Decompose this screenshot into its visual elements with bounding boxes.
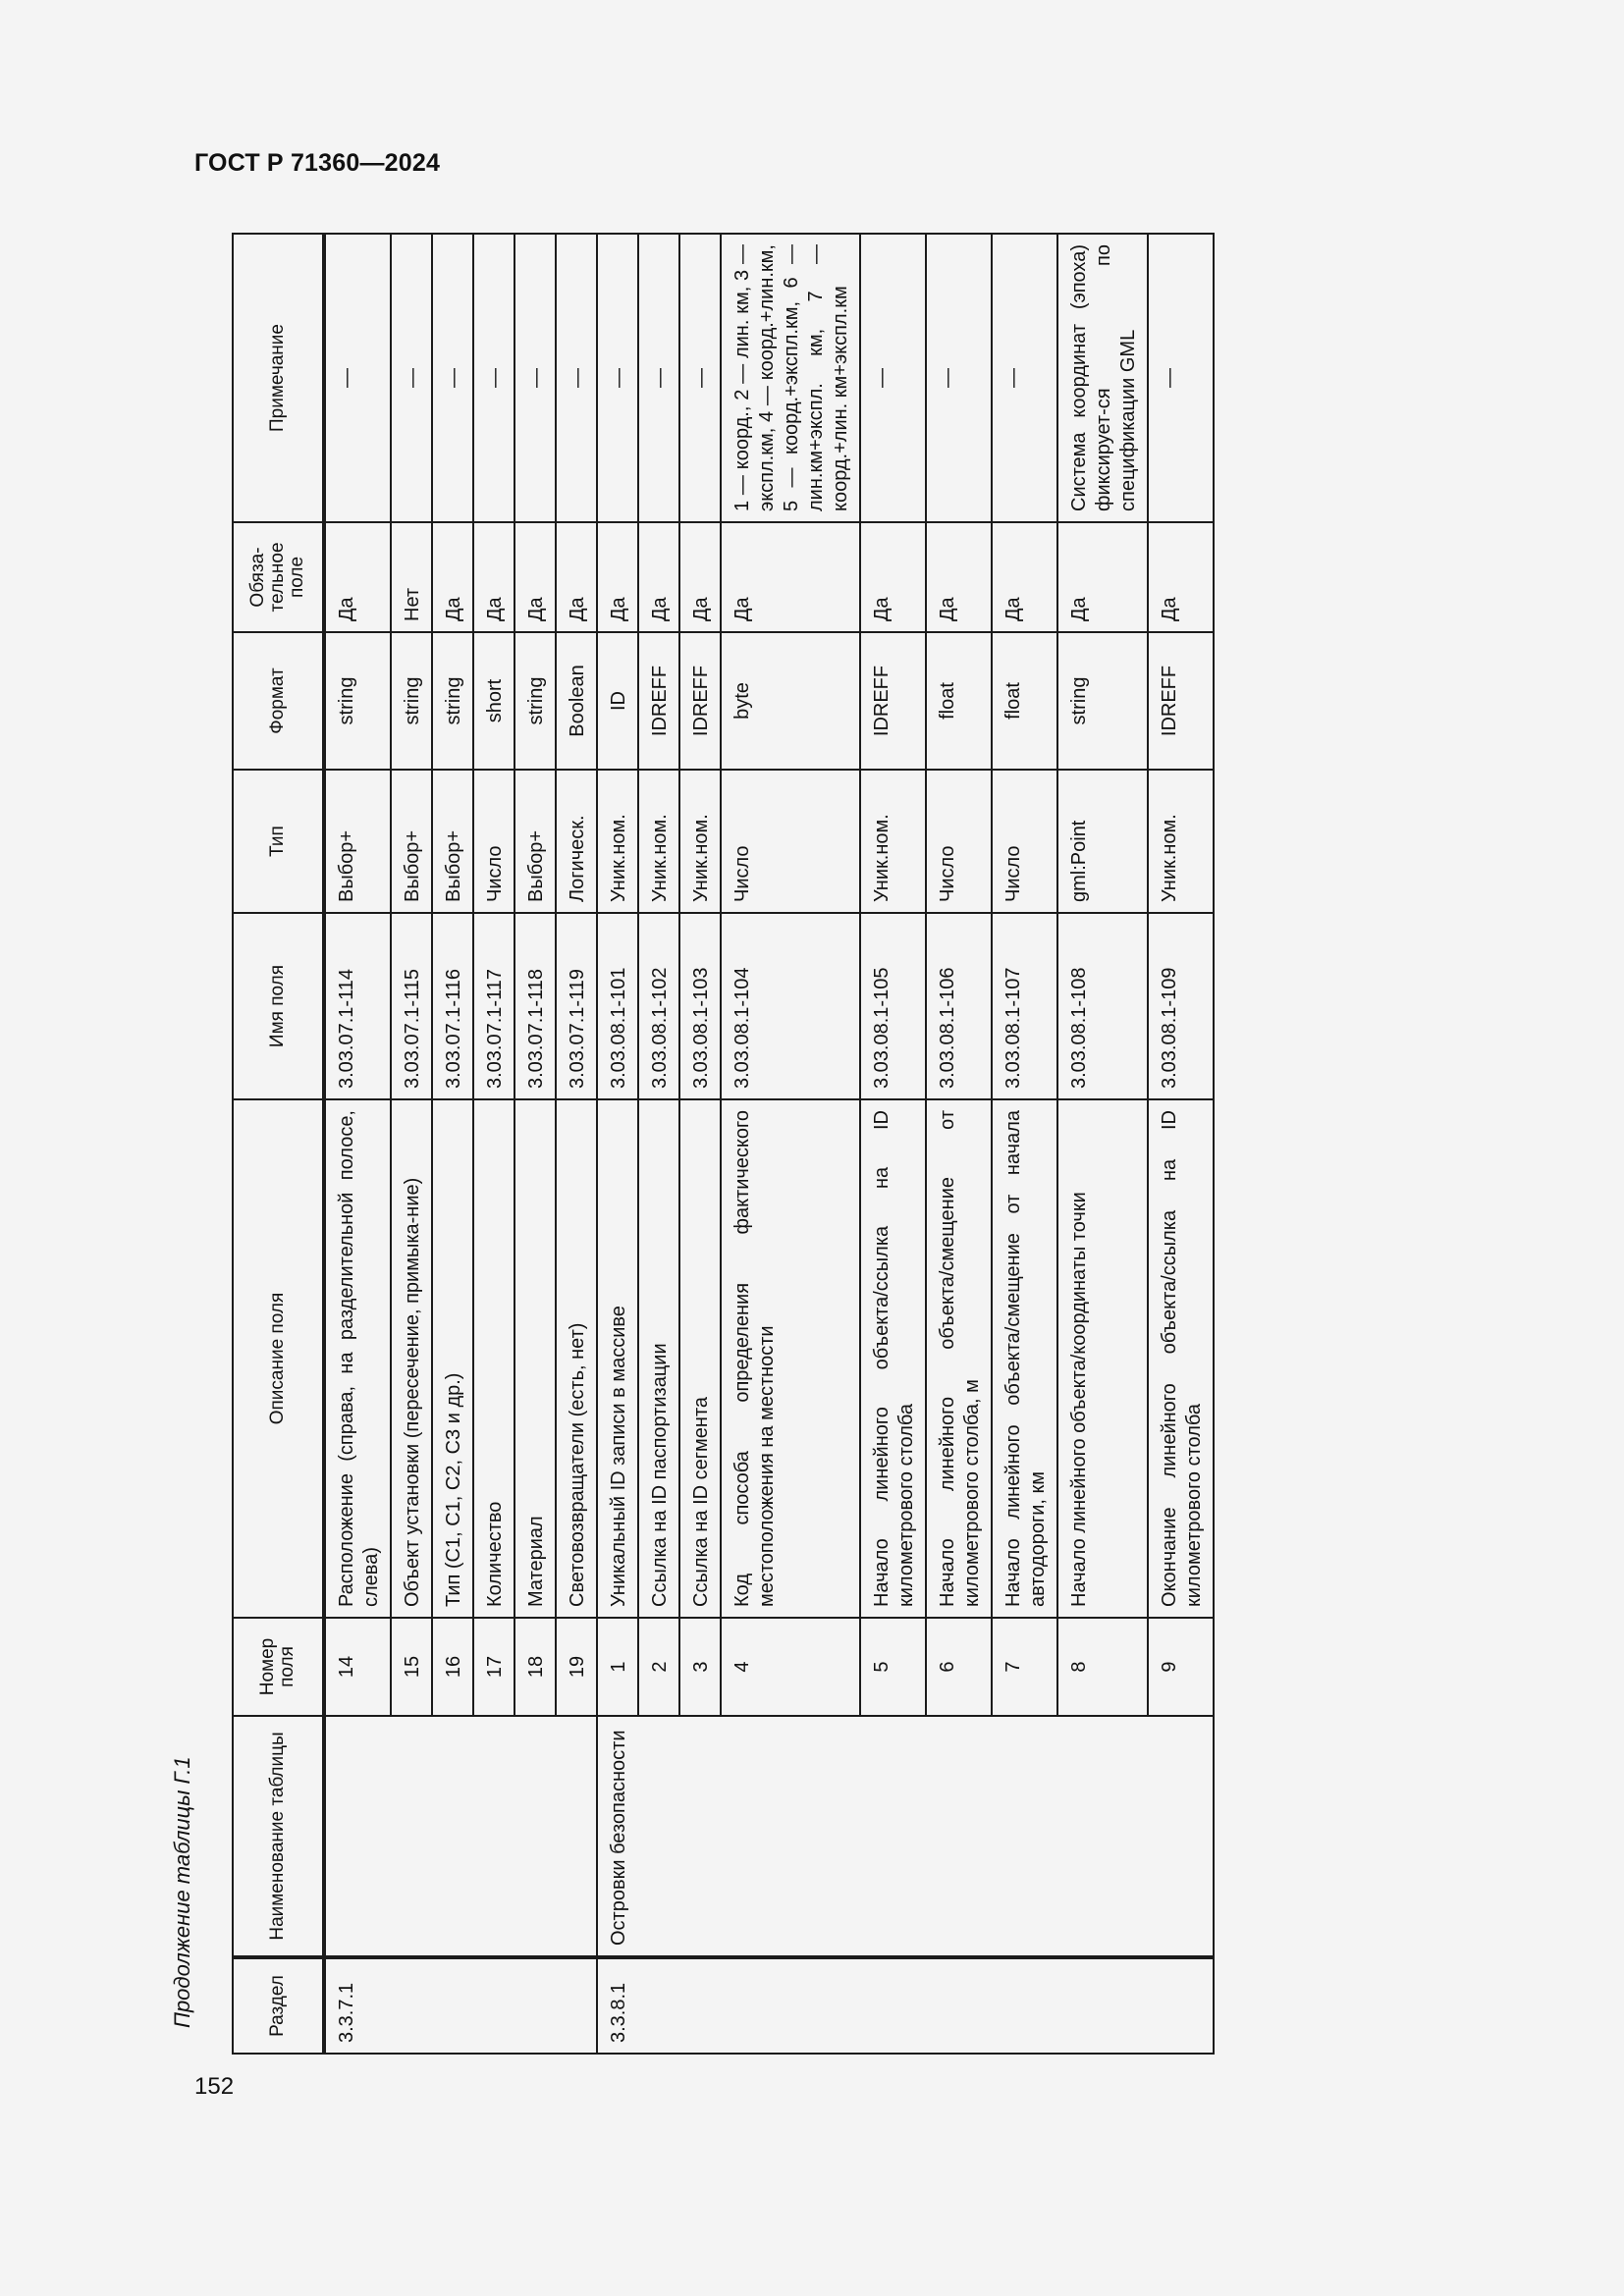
type-cell: Уник.ном. — [679, 770, 721, 913]
mandatory-cell: Да — [860, 522, 926, 632]
field-name-cell: 3.03.08.1-105 — [860, 913, 926, 1099]
field-name-cell: 3.03.07.1-119 — [556, 913, 597, 1099]
field-number-cell: 19 — [556, 1618, 597, 1716]
format-cell: string — [391, 632, 432, 770]
field-number-cell: 3 — [679, 1618, 721, 1716]
format-cell: IDREFF — [679, 632, 721, 770]
note-cell: — — [926, 234, 992, 522]
field-number-cell: 4 — [721, 1618, 860, 1716]
description-cell: Начало линейного объекта/смещение от начала автодороги, км — [992, 1099, 1057, 1618]
section-cell: 3.3.8.1 — [597, 1957, 1214, 2054]
field-name-cell: 3.03.07.1-116 — [432, 913, 473, 1099]
field-number-cell: 15 — [391, 1618, 432, 1716]
note-cell: 1 — коорд., 2 — лин. км, 3 — экспл.км, 4 — коорд.+лин.км, 5 — коорд.+экспл.км, 6 — лин.км+экспл. км, 7 — коорд.+лин. км+экспл.км — [721, 234, 860, 522]
note-cell: — — [556, 234, 597, 522]
field-number-cell: 7 — [992, 1618, 1057, 1716]
field-name-cell: 3.03.08.1-106 — [926, 913, 992, 1099]
type-cell: Выбор+ — [432, 770, 473, 913]
note-cell: — — [432, 234, 473, 522]
type-cell: Уник.ном. — [638, 770, 679, 913]
field-name-cell: 3.03.08.1-101 — [597, 913, 638, 1099]
note-cell: — — [597, 234, 638, 522]
format-cell: ID — [597, 632, 638, 770]
table-g1 — [232, 233, 1215, 2055]
field-number-cell: 16 — [432, 1618, 473, 1716]
format-cell: byte — [721, 632, 860, 770]
note-cell: — — [473, 234, 514, 522]
description-cell: Начало линейного объекта/координаты точки — [1057, 1099, 1148, 1618]
type-cell: Число — [721, 770, 860, 913]
field-number-cell: 9 — [1148, 1618, 1214, 1716]
note-cell: — — [860, 234, 926, 522]
type-cell: Выбор+ — [391, 770, 432, 913]
mandatory-cell: Да — [473, 522, 514, 632]
field-number-cell: 18 — [514, 1618, 556, 1716]
header-type: Тип — [233, 770, 324, 913]
note-cell: — — [679, 234, 721, 522]
table-header-row — [233, 234, 324, 2054]
type-cell: Логическ. — [556, 770, 597, 913]
format-cell: string — [324, 632, 391, 770]
field-number-cell: 6 — [926, 1618, 992, 1716]
document-header: ГОСТ Р 71360—2024 — [194, 149, 441, 177]
format-cell: string — [514, 632, 556, 770]
format-cell: float — [992, 632, 1057, 770]
field-name-cell: 3.03.08.1-107 — [992, 913, 1057, 1099]
field-name-cell: 3.03.08.1-104 — [721, 913, 860, 1099]
type-cell: Число — [992, 770, 1057, 913]
description-cell: Тип (С1, С1, С2, С3 и др.) — [432, 1099, 473, 1618]
field-name-cell: 3.03.08.1-103 — [679, 913, 721, 1099]
table-row — [597, 234, 638, 2054]
description-cell: Начало линейного объекта/смещение от километрового столба, м — [926, 1099, 992, 1618]
mandatory-cell: Да — [597, 522, 638, 632]
header-format: Формат — [233, 632, 324, 770]
field-number-cell: 1 — [597, 1618, 638, 1716]
description-cell: Расположение (справа, на разделительной полосе, слева) — [324, 1099, 391, 1618]
description-cell: Ссылка на ID паспортизации — [638, 1099, 679, 1618]
format-cell: string — [432, 632, 473, 770]
description-cell: Начало линейного объекта/ссылка на ID километрового столба — [860, 1099, 926, 1618]
format-cell: IDREFF — [860, 632, 926, 770]
mandatory-cell: Да — [679, 522, 721, 632]
description-cell: Окончание линейного объекта/ссылка на ID километрового столба — [1148, 1099, 1214, 1618]
field-name-cell: 3.03.08.1-108 — [1057, 913, 1148, 1099]
format-cell: float — [926, 632, 992, 770]
type-cell: Число — [473, 770, 514, 913]
field-number-cell: 14 — [324, 1618, 391, 1716]
mandatory-cell: Да — [992, 522, 1057, 632]
mandatory-cell: Да — [1057, 522, 1148, 632]
mandatory-cell: Да — [514, 522, 556, 632]
header-mandatory: Обяза-тельное поле — [233, 522, 324, 632]
type-cell: Уник.ном. — [1148, 770, 1214, 913]
section-cell: 3.3.7.1 — [324, 1957, 597, 2054]
mandatory-cell: Да — [1148, 522, 1214, 632]
header-field-number: Номер поля — [233, 1618, 324, 1716]
description-cell: Ссылка на ID сегмента — [679, 1099, 721, 1618]
description-cell: Уникальный ID записи в массиве — [597, 1099, 638, 1618]
format-cell: short — [473, 632, 514, 770]
note-cell: — — [514, 234, 556, 522]
type-cell: Выбор+ — [324, 770, 391, 913]
table-name-cell: Островки безопасности — [597, 1716, 1214, 1957]
mandatory-cell: Да — [638, 522, 679, 632]
type-cell: Уник.ном. — [860, 770, 926, 913]
format-cell: IDREFF — [638, 632, 679, 770]
table-caption: Продолжение таблицы Г.1 — [170, 1756, 194, 2028]
note-cell: — — [324, 234, 391, 522]
header-description: Описание поля — [233, 1099, 324, 1618]
mandatory-cell: Да — [432, 522, 473, 632]
header-note: Примечание — [233, 234, 324, 522]
field-name-cell: 3.03.07.1-115 — [391, 913, 432, 1099]
format-cell: IDREFF — [1148, 632, 1214, 770]
header-section: Раздел — [233, 1957, 324, 2054]
description-cell: Код способа определения фактического местоположения на местности — [721, 1099, 860, 1618]
header-table-name: Наименование таблицы — [233, 1716, 324, 1957]
field-number-cell: 17 — [473, 1618, 514, 1716]
field-name-cell: 3.03.07.1-118 — [514, 913, 556, 1099]
table-name-cell — [324, 1716, 597, 1957]
field-number-cell: 8 — [1057, 1618, 1148, 1716]
field-name-cell: 3.03.07.1-114 — [324, 913, 391, 1099]
description-cell: Световозвращатели (есть, нет) — [556, 1099, 597, 1618]
type-cell: Число — [926, 770, 992, 913]
field-name-cell: 3.03.08.1-109 — [1148, 913, 1214, 1099]
mandatory-cell: Да — [721, 522, 860, 632]
note-cell: — — [992, 234, 1057, 522]
note-cell: — — [391, 234, 432, 522]
table-row — [324, 234, 391, 2054]
mandatory-cell: Да — [926, 522, 992, 632]
format-cell: string — [1057, 632, 1148, 770]
page-number: 152 — [194, 2073, 235, 2100]
field-name-cell: 3.03.08.1-102 — [638, 913, 679, 1099]
description-cell: Объект установки (пересечение, примыка-ние) — [391, 1099, 432, 1618]
field-number-cell: 5 — [860, 1618, 926, 1716]
description-cell: Количество — [473, 1099, 514, 1618]
mandatory-cell: Нет — [391, 522, 432, 632]
type-cell: Уник.ном. — [597, 770, 638, 913]
type-cell: gml:Point — [1057, 770, 1148, 913]
note-cell: — — [1148, 234, 1214, 522]
mandatory-cell: Да — [324, 522, 391, 632]
field-number-cell: 2 — [638, 1618, 679, 1716]
format-cell: Boolean — [556, 632, 597, 770]
type-cell: Выбор+ — [514, 770, 556, 913]
note-cell: Система координат (эпоха) фиксирует-ся по спецификации GML — [1057, 234, 1148, 522]
mandatory-cell: Да — [556, 522, 597, 632]
field-name-cell: 3.03.07.1-117 — [473, 913, 514, 1099]
header-field-name: Имя поля — [233, 913, 324, 1099]
description-cell: Материал — [514, 1099, 556, 1618]
note-cell: — — [638, 234, 679, 522]
